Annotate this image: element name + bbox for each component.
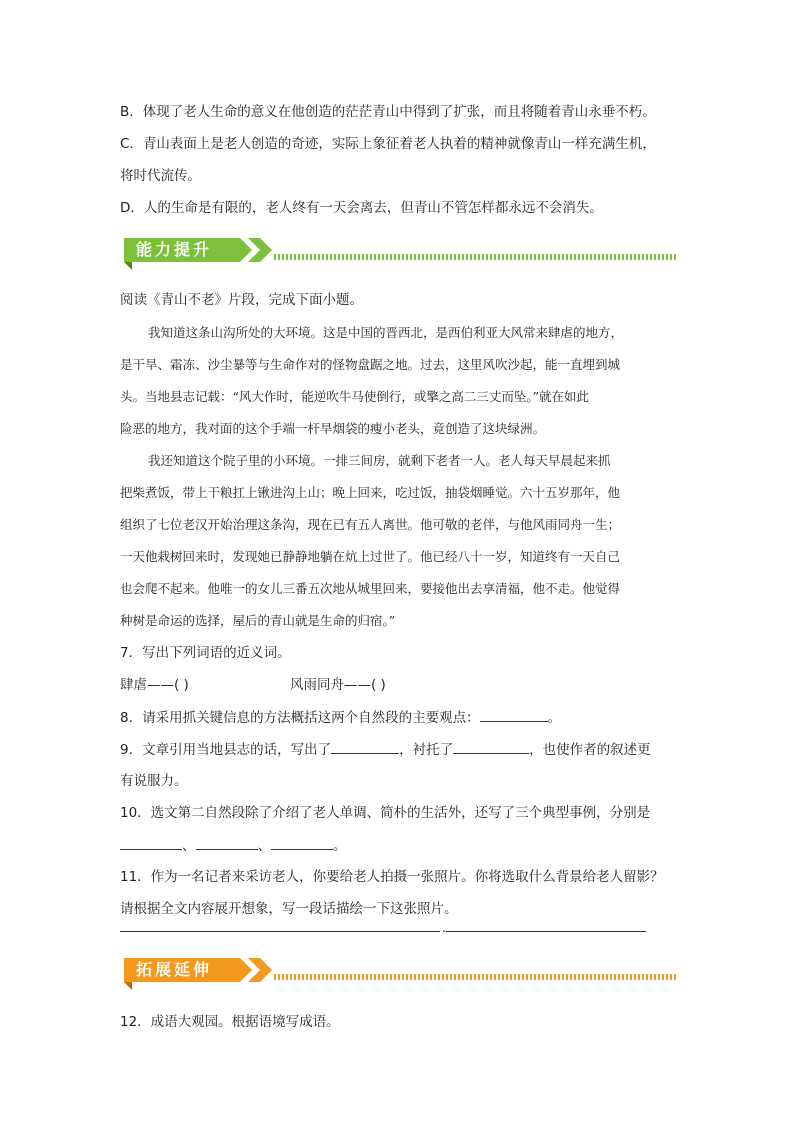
passage-p2-line6: 种树是命运的选择，屋后的青山就是生命的归宿。” — [120, 613, 396, 628]
question-12: 12．成语大观园。根据语境写成语。 — [120, 1014, 340, 1030]
answer-line[interactable] — [120, 931, 440, 932]
question-10: 10．选文第二自然段除了介绍了老人单调、简朴的生活外，还写了三个典型事例，分别是 — [120, 805, 651, 821]
passage-p2-line1: 我还知道这个院子里的小环境。一排三间房，就剩下老者一人。老人每天早晨起来抓 — [148, 453, 611, 468]
passage-p1-line4: 险恶的地方，我对面的这个手端一杆旱烟袋的瘦小老头，竟创造了这块绿洲。 — [120, 421, 546, 436]
section-title: 能力提升 — [136, 240, 213, 259]
question-9-part-a: 9．文章引用当地县志的话，写出了 — [120, 742, 332, 758]
section-banner-ability — [120, 230, 680, 270]
question-9 — [120, 739, 651, 760]
passage-p1-line2: 是干旱、霜冻、沙尘暴等与生命作对的怪物盘踞之地。过去，这里风吹沙起，能一直埋到城 — [120, 357, 621, 372]
answer-blank[interactable] — [271, 835, 333, 850]
answer-line-dot: . — [442, 921, 446, 935]
option-b: B．体现了老人生命的意义在他创造的茫茫青山中得到了扩张，而且将随着青山永垂不朽。 — [120, 104, 656, 120]
question-10-end: 。 — [333, 838, 347, 854]
answer-blank[interactable] — [196, 835, 258, 850]
answer-blank[interactable] — [480, 707, 548, 722]
answer-line[interactable] — [446, 931, 646, 932]
question-8-text: 8．请采用抓关键信息的方法概括这两个自然段的主要观点： — [120, 710, 480, 726]
answer-blank[interactable] — [453, 739, 529, 754]
question-9-part-b: ，衬托了 — [399, 742, 454, 758]
question-9-line2: 有说服力。 — [120, 773, 188, 789]
separator: 、 — [257, 838, 271, 854]
question-7-item-a: 肆虐——( ) — [120, 677, 189, 693]
passage-p1-line3: 头。当地县志记载：“风大作时，能逆吹牛马使倒行，或擎之高二三丈而坠。”就在如此 — [120, 389, 590, 404]
question-8-end: 。 — [547, 710, 562, 726]
question-7-item-b: 风雨同舟——( ) — [290, 677, 386, 693]
option-d: D．人的生命是有限的，老人终有一天会离去，但青山不管怎样都永远不会消失。 — [120, 200, 603, 216]
question-9-part-c: ，也使作者的叙述更 — [529, 742, 651, 758]
section-banner-extension — [120, 950, 680, 990]
passage-p1-line1: 我知道这条山沟所处的大环境。这是中国的晋西北，是西伯利亚大风常来肆虐的地方， — [148, 325, 624, 340]
option-c-line2: 将时代流传。 — [120, 168, 201, 184]
question-7: 7．写出下列词语的近义词。 — [120, 645, 291, 661]
question-10-blanks — [120, 835, 347, 856]
section-title: 拓展延伸 — [136, 960, 213, 979]
question-8 — [120, 707, 561, 728]
passage-p2-line3: 组织了七位老汉开始治理这条沟，现在已有五人离世。他可敬的老伴，与他风雨同舟一生； — [120, 517, 621, 532]
answer-blank[interactable] — [120, 835, 182, 850]
passage-p2-line4: 一天他栽树回来时，发现她已静静地躺在炕上过世了。他已经八十一岁，知道终有一天自己 — [120, 549, 621, 564]
separator: 、 — [182, 838, 196, 854]
passage-p2-line5: 也会爬不起来。他唯一的女儿三番五次地从城里回来，要接他出去享清福，他不走。他觉得 — [120, 581, 621, 596]
answer-blank[interactable] — [331, 739, 399, 754]
reading-intro: 阅读《青山不老》片段，完成下面小题。 — [120, 292, 363, 308]
question-11-line2: 请根据全文内容展开想象，写一段话描绘一下这张照片。 — [120, 901, 458, 917]
option-c-line1: C．青山表面上是老人创造的奇迹，实际上象征着老人执着的精神就像青山一样充满生机， — [120, 136, 656, 152]
passage-p2-line2: 把柴煮饭，带上干粮扛上锹进沟上山；晚上回来，吃过饭，抽袋烟睡觉。六十五岁那年，他 — [120, 485, 621, 500]
question-11-line1: 11．作为一名记者来采访老人，你要给老人拍摄一张照片。你将选取什么背景给老人留影？ — [120, 869, 664, 885]
